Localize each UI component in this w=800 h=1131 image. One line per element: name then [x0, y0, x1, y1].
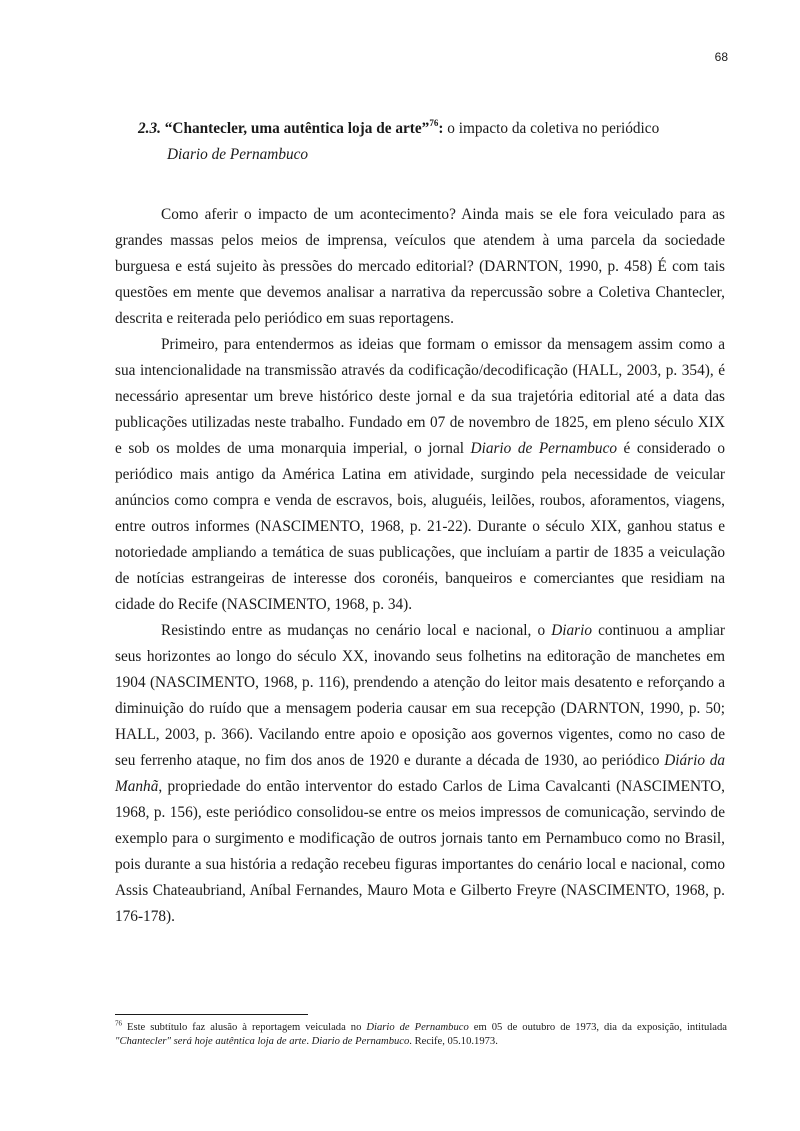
periodical-name-short: Diario: [551, 622, 592, 639]
paragraph-2-text-c: é considerado o periódico mais antigo da América Latina em atividade, surgindo pela necessidade de veicular anúncios como compra e venda de escravos, bois, aluguéis, leilões, roubos, aforamentos, viagens, entre outros informes (NASCIMENTO, 1968, p. 21-22). Durante o século XIX, ganhou status e notoriedade ampliando a temática de suas publicações, que incluíam a partir de 1835 a veiculação de notícias estrangeiras de interesse dos coronéis, banqueiros e comerciantes que residiam na cidade do Recife (NASCIMENTO, 1968, p. 34).: [115, 440, 725, 613]
body-text: [115, 202, 725, 930]
footnote-reference[interactable]: 76: [429, 117, 439, 128]
paragraph-3-text-a: Resistindo entre as mudanças no cenário local e nacional, o: [161, 622, 552, 639]
section-subtitle-periodical: Diario de Pernambuco: [167, 146, 309, 163]
footnote-text-c: em 05 de outubro de 1973, dia da exposição, intitulada: [468, 1022, 727, 1033]
footnote-separator: [115, 1014, 308, 1015]
paragraph-3: [115, 618, 725, 930]
footnote-text-g: . Recife, 05.10.1973.: [409, 1036, 498, 1047]
section-number: 2.3.: [138, 120, 161, 137]
section-title: “Chantecler, uma autêntica loja de arte”: [164, 120, 430, 137]
paragraph-2: [115, 332, 725, 618]
periodical-name: Diario de Pernambuco: [470, 440, 618, 457]
periodical-name-manha: Diário da Manhã: [115, 752, 725, 795]
paragraph-1: Como aferir o impacto de um acontecimento? Ainda mais se ele fora veiculado para as grandes massas pelos meios de imprensa, veículos que atendem à uma parcela da sociedade burguesa e está sujeito às pressões do mercado editorial? (DARNTON, 1990, p. 458) É com tais questões em mente que devemos analisar a narrativa da repercussão sobre a Coletiva Chantecler, descrita e reiterada pelo periódico em suas reportagens.: [115, 206, 725, 327]
footnote-text-e: .: [306, 1036, 312, 1047]
footnote-periodical-2: Diario de Pernambuco: [311, 1036, 410, 1047]
footnote-number: 76: [115, 1019, 122, 1028]
footnote-periodical: Diario de Pernambuco: [366, 1022, 469, 1033]
section-title-colon: :: [438, 120, 444, 137]
footnote: [115, 1021, 727, 1049]
section-subtitle: o impacto da coletiva no periódico: [443, 120, 660, 137]
paragraph-2-text-a: Primeiro, para entendermos as ideias que formam o emissor da mensagem assim como a sua intencionalidade na transmissão através da codificação/decodificação (HALL, 2003, p. 354), é necessário apresentar um breve histórico deste jornal e da sua trajetória editorial até a data das publicações utilizadas neste trabalho. Fundado em 07 de novembro de 1825, em pleno século XIX e sob os moldes de uma monarquia imperial, o jornal: [115, 336, 725, 457]
paragraph-3-text-c: continuou a ampliar seus horizontes ao longo do século XX, inovando seus folhetins na editoração de manchetes em 1904 (NASCIMENTO, 1968, p. 116), prendendo a atenção do leitor mais desatento e reforçando a diminuição do ruído que a mensagem poderia causar em sua recepção (DARNTON, 1990, p. 50; HALL, 2003, p. 366). Vacilando entre apoio e oposição aos governos vigentes, como no caso de seu ferrenho ataque, no fim dos anos de 1920 e durante a década de 1930, ao periódico: [115, 622, 725, 769]
page-number: 68: [714, 50, 728, 64]
footnote-article-title: "Chantecler" será hoje autêntica loja de arte: [115, 1036, 307, 1047]
paragraph-3-text-e: , propriedade do então interventor do estado Carlos de Lima Cavalcanti (NASCIMENTO, 1968, p. 156), este periódico consolidou-se entre os meios impressos de comunicação, servindo de exemplo para o surgimento e modificação de outros jornais tanto em Pernambuco como no Brasil, pois durante a sua história a redação recebeu figuras importantes do cenário local e nacional, como Assis Chateaubriand, Aníbal Fernandes, Mauro Mota e Gilberto Freyre (NASCIMENTO, 1968, p. 176-178).: [115, 778, 725, 925]
footnote-text-a: Este subtítulo faz alusão à reportagem veiculada no: [122, 1022, 367, 1033]
section-heading: [138, 116, 738, 168]
